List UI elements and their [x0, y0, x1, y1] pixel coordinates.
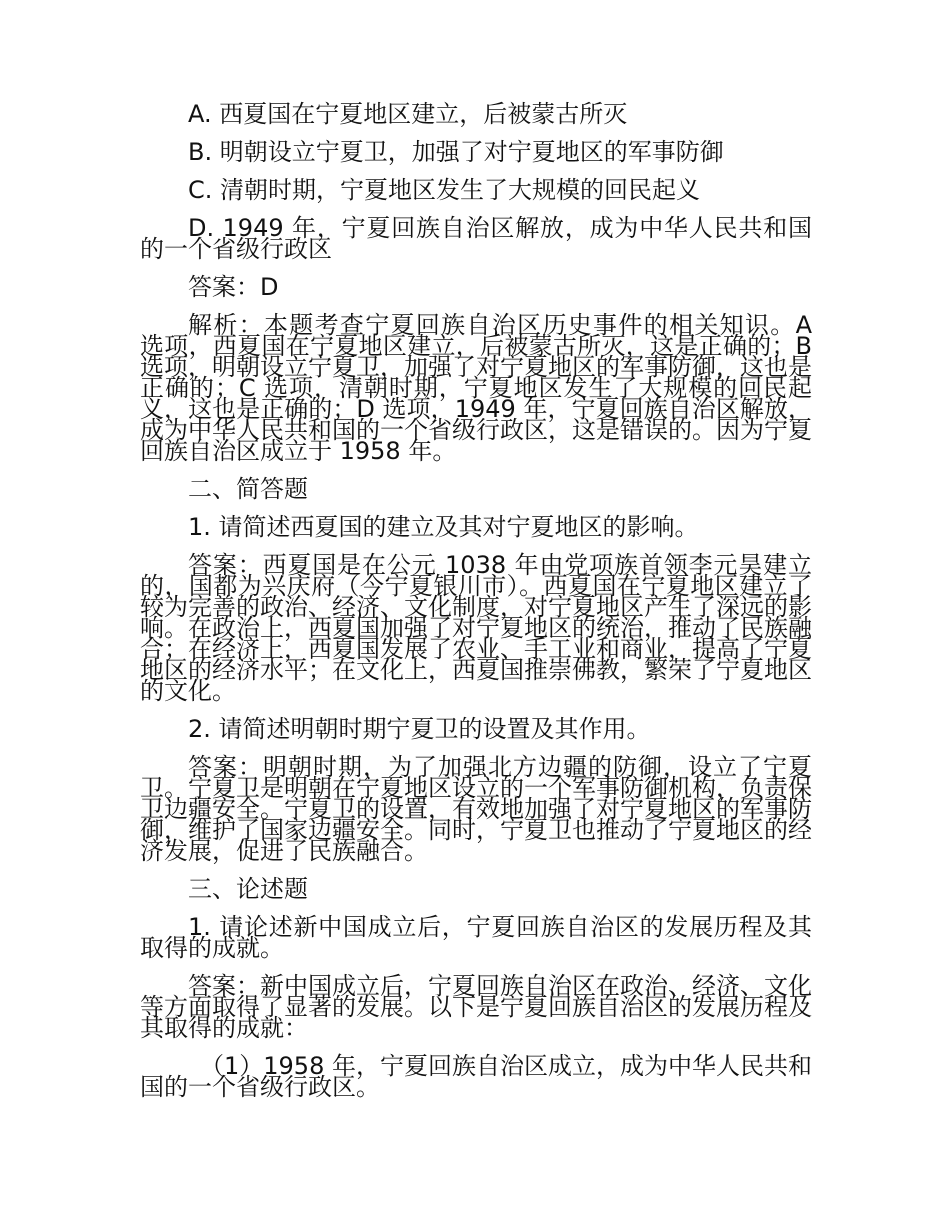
answer-1: 答案：D [188, 273, 279, 301]
answer-2-2: 答案：明朝时期，为了加强北方边疆的防御，设立了宁夏卫。宁夏卫是明朝在宁夏地区设立的一个军事防御机构，负责保卫边疆安全。宁夏卫的设置，有效地加强了对宁夏地区的军事防御，维护了国家边疆安全。同时，宁夏卫也推动了宁夏地区的经济发展，促进了民族融合。 [140, 753, 812, 865]
question-3-1: 1. 请论述新中国成立后，宁夏回族自治区的发展历程及其取得的成就。 [140, 913, 812, 962]
section-heading-short-answer: 二、简答题 [188, 475, 308, 503]
document-body [140, 100, 812, 1115]
option-a: A. 西夏国在宁夏地区建立，后被蒙古所灭 [188, 100, 628, 128]
answer-2-1: 答案：西夏国是在公元 1038 年由党项族首领李元昊建立的，国都为兴庆府（今宁夏银川市）。西夏国在宁夏地区建立了较为完善的政治、经济、文化制度，对宁夏地区产生了深远的影响。在政治上，西夏国加强了对宁夏地区的统治，推动了民族融合；在经济上，西夏国发展了农业、手工业和商业，提高了宁夏地区的经济水平；在文化上，西夏国推崇佛教，繁荣了宁夏地区的文化。 [140, 551, 812, 705]
answer-3-1: 答案：新中国成立后，宁夏回族自治区在政治、经济、文化等方面取得了显著的发展。以下是宁夏回族自治区的发展历程及其取得的成就： [140, 972, 812, 1042]
section-heading-essay: 三、论述题 [188, 875, 308, 903]
option-c: C. 清朝时期，宁夏地区发生了大规模的回民起义 [188, 176, 701, 204]
question-2-2: 2. 请简述明朝时期宁夏卫的设置及其作用。 [188, 715, 651, 743]
option-b: B. 明朝设立宁夏卫，加强了对宁夏地区的军事防御 [188, 138, 724, 166]
analysis-1: 解析：本题考查宁夏回族自治区历史事件的相关知识。A 选项，西夏国在宁夏地区建立，后被蒙古所灭，这是正确的；B 选项，明朝设立宁夏卫，加强了对宁夏地区的军事防御，这也是正确的；C 选项，清朝时期，宁夏地区发生了大规模的回民起义，这也是正确的；D 选项，1949 年，宁夏回族自治区解放，成为中华人民共和国的一个省级行政区，这是错误的。因为宁夏回族自治区成立于 1958 年。 [140, 311, 812, 465]
point-3-1-1: （1）1958 年，宁夏回族自治区成立，成为中华人民共和国的一个省级行政区。 [140, 1052, 812, 1101]
question-2-1: 1. 请简述西夏国的建立及其对宁夏地区的影响。 [188, 513, 699, 541]
option-d: D. 1949 年，宁夏回族自治区解放，成为中华人民共和国的一个省级行政区 [140, 214, 812, 263]
